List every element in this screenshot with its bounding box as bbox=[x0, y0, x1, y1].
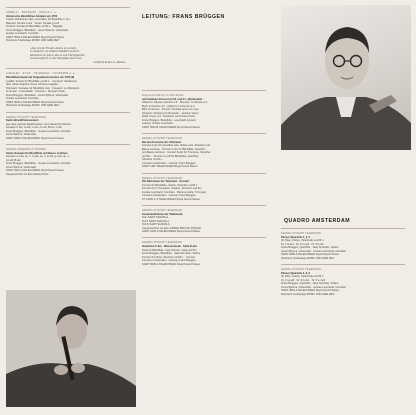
entry-line: und Basso continuo · Konzert D-dur für Trompete, Streicher bbox=[142, 151, 211, 155]
record-title: Sechs Sonaten für Blockflöte und Basso continuo bbox=[6, 151, 68, 155]
entry-line: Streicher und B.c. bbox=[142, 158, 163, 162]
entry-line: Anner Bylsma, Violoncello bbox=[6, 133, 37, 137]
entry-line: Teil III SAWT 9444/45-A bbox=[142, 223, 170, 227]
entry-line: Frans Brüggen, Blockflöte · Gustav Leonhardt, Cembalo bbox=[6, 129, 71, 133]
entry-line: Holborne: Dances and Airs à 5 · Taverner: In Nomine à 4 bbox=[142, 101, 208, 105]
composer-line: GEORG PHILIPP TELEMANN bbox=[6, 115, 46, 119]
composer-line: CORELLI · BARSANTI · KRAUS u. a. bbox=[6, 11, 57, 14]
record-entry bbox=[281, 264, 411, 296]
entry-line: aus »Der getreue Musikmeister« und »Essercizii Musici« bbox=[6, 122, 72, 126]
record-title: Pariser Quartette 1, 4, 5 bbox=[281, 235, 310, 239]
entry-line: Illustrierte Textbeilage MUSIK UND IHRE ZEIT bbox=[281, 292, 335, 296]
quote-line: Musizieren zu hören, das so voll Überlegenheit bbox=[30, 52, 85, 57]
composer-line: GEORG PHILIPP TELEMANN bbox=[142, 241, 182, 245]
entry-line: Konzert A-dur für Querflöte solo, Violine solo, Streicher und bbox=[142, 144, 211, 148]
entry-line: Byrd: In Nomine à 5 · Gibbons: In Nomine à 4 bbox=[142, 104, 195, 108]
entry-line: d-moll, B-dur bbox=[6, 158, 21, 162]
record-entry bbox=[142, 237, 277, 266]
composer-line: Englische Musik für Blockflöte bbox=[142, 94, 184, 97]
entry-line: SAWT 9509-A TELEFUNKEN Royal Sound Stereo bbox=[142, 262, 201, 266]
record-entry bbox=[6, 144, 136, 176]
entry-divider bbox=[6, 144, 130, 145]
entry-line: und B.c. · Konzert e-moll für Blockflöte, Querflöte, bbox=[142, 154, 200, 158]
entry-line: Loeillet: Sonate für Blockflöte und B.c. · van Eyck: Variationen bbox=[6, 79, 78, 83]
entry-line: Anner Bylsma, Violoncello bbox=[6, 165, 37, 169]
entry-line: Illustrierte Textbeilage MUSIK UND IHRE ZEIT bbox=[6, 39, 60, 43]
record-entry bbox=[142, 90, 277, 129]
record-title: Blockflötenmusik auf Originalinstrumenten um 1700 (II) bbox=[6, 76, 75, 80]
entry-line: Sonaten a-moll, op. 1, C-dur, op. 1, F-dur, g-moll, op. 1, bbox=[6, 155, 70, 159]
entry-line: Leitung: Gustav Leonhardt bbox=[142, 122, 173, 126]
record-title: Pariser Quartette 2, 3, 6 bbox=[281, 271, 310, 275]
entry-line: Basso continuo · Konzert F-dur für Blockflöte, Streicher bbox=[142, 147, 206, 151]
record-entry bbox=[281, 228, 411, 260]
entry-line: SAWT 9563-A TELEFUNKEN Royal Sound Stereo bbox=[281, 289, 340, 293]
quote-line: »Das ist eine Freude, daran, ein so klar, bbox=[30, 45, 77, 50]
entry-line: Ausgezeichnet mit dem Edison-Preis bbox=[6, 172, 49, 176]
entry-line: Illustrierte Textbeilage MUSIK UND IHRE ZEIT bbox=[281, 256, 335, 260]
entry-line: Concerto Amsterdam · Leitung: Frans Brüggen bbox=[142, 194, 196, 198]
entry-line: Nr. 1 D-dur · Nr. 4 h-moll · Nr. 5 A-dur bbox=[281, 242, 324, 246]
entry-line: Teil I SAWT 9440/39-A bbox=[142, 216, 169, 220]
entry-line: Corelli: Variationen über »La Follia« für Blockflöte u. B.c. bbox=[6, 18, 71, 22]
record-title: und Gamben-Consort im 16. und 17. Jahrhundert bbox=[142, 97, 203, 101]
entry-line: Konzert für Blockflöte, Violine, Streicher und B.c. bbox=[142, 183, 198, 187]
entry-line: Nr. 2 a-moll · Nr. 3 G-dur · Nr. 6 e-moll bbox=[281, 278, 325, 282]
performer-photo bbox=[6, 290, 136, 407]
entry-line: Konzert für 3 Trompeten, Pauken, Streicher und B.c. bbox=[142, 187, 203, 191]
record-entry bbox=[142, 133, 277, 169]
entry-line: Ausgezeichnet mit dem GRAND PRIX DU DISQUE bbox=[142, 226, 201, 230]
column-left bbox=[6, 5, 136, 180]
entry-line: Concerto Amsterdam · Leitung: Frans Brüggen bbox=[142, 161, 196, 165]
entry-line: SAWT 9501-A TELEFUNKEN Royal Sound Stereo bbox=[6, 35, 65, 39]
entry-line: über »Doen Daphne d'over schoone maeght« bbox=[6, 83, 59, 87]
entry-line: SAWT 1182 TELEFUNKEN Royal Sound Stereo bbox=[142, 165, 198, 169]
entry-line: Anner Bylsma, Violoncello · Gustav Leonhardt, Cembalo bbox=[281, 285, 346, 289]
entry-line: Bull: In Nomine · Purcell: Fantasia upon one note bbox=[142, 108, 199, 112]
entry-divider bbox=[142, 237, 266, 238]
entry-divider bbox=[142, 173, 266, 174]
entry-line: Barsanti: Sonate C-dur · Kraus: Sonata g-moll bbox=[6, 21, 59, 25]
entry-line: Anner Bylsma, Violoncello · Gustav Leonhardt, Cembalo bbox=[281, 249, 346, 253]
entry-line: SAWT 9486-A TELEFUNKEN Royal Sound Stereo bbox=[281, 253, 340, 257]
entry-line: Telemann: Fantasie für Blockflöte solo · Couperin: Le Rossignol bbox=[6, 86, 80, 90]
review-quote bbox=[30, 47, 136, 65]
entry-divider bbox=[142, 90, 266, 91]
entry-line: Gustav Leonhardt, Cembalo bbox=[6, 32, 39, 36]
column-middle bbox=[142, 88, 277, 270]
entry-line: Frans Brüggen, Blockflöte · Anner Bylsma, Violoncello bbox=[6, 93, 69, 97]
entry-line: SAWT 9440-A TELEFUNKEN Royal Sound Stereo bbox=[142, 230, 201, 234]
record-entry bbox=[6, 7, 136, 43]
entry-line: Frans Brüggen, Blockflöte · Gustav Leonhardt, Cembalo bbox=[6, 162, 71, 166]
entry-line: Frans Brüggen, Blockflöte · Jaap Schröder, Violine bbox=[142, 252, 201, 256]
leitung-heading: LEITUNG: FRANS BRÜGGEN bbox=[142, 14, 225, 20]
record-entry bbox=[6, 68, 136, 107]
entry-line: en-amour · Frescobaldi · Parcham · Dieupart: Suite bbox=[6, 90, 65, 94]
entry-line: SAWT 9450-A TELEFUNKEN Royal Sound Stereo bbox=[6, 136, 65, 140]
entry-line: KT 11000 1–2 TELEFUNKEN Royal Sound Stereo bbox=[142, 197, 200, 201]
record-entry bbox=[142, 173, 277, 202]
entry-line: SAWT 9511-B TELEFUNKEN Royal Sound Stereo bbox=[142, 125, 201, 129]
record-title: Die drei Konzerte des Telemann bbox=[142, 140, 182, 144]
entry-line: Gustav Leonhardt, Cembalo bbox=[6, 97, 39, 101]
entry-line: Frans Brüggen, Blockflöte · Anner Bylsma, Violoncello bbox=[6, 28, 69, 32]
record-title: Die Dänischen der Telemann · Konzert bbox=[142, 180, 190, 184]
entry-divider bbox=[6, 112, 130, 113]
entry-divider bbox=[281, 264, 405, 265]
record-title: Historische Blockflöten-Sonaten um 1700 bbox=[6, 14, 58, 18]
composer-line: GEORG PHILIPP TELEMANN bbox=[142, 209, 182, 212]
record-title: Ouvertüre F-dur · Wassermusik · Suite D-dur bbox=[142, 244, 197, 248]
entry-line: SAWT 9540-A TELEFUNKEN Royal Sound Stereo bbox=[6, 100, 65, 104]
quote-attribution: Gottfried Kraus in »Rondo« bbox=[93, 59, 126, 64]
record-title: Gesamtaufnahme der Tafelmusik bbox=[142, 212, 183, 216]
entry-line: für Flöte, Violine, Violoncello und B.c. bbox=[281, 275, 324, 279]
composer-line: GEORG PHILIPP TELEMANN bbox=[142, 176, 182, 180]
entry-line: Illustrierte Textbeilage MUSIK UND IHRE ZEIT bbox=[6, 104, 60, 108]
entry-line: SAWT 9421-A TELEFUNKEN Royal Sound Stereo bbox=[6, 169, 65, 173]
record-entry bbox=[142, 205, 277, 234]
quote-line: ist und zugleich so viel lebendigen Atem hat« bbox=[30, 56, 83, 61]
entry-divider bbox=[281, 228, 405, 229]
entry-line: Simpson: Divisions for Recorder · Jenkins: Fancy bbox=[142, 111, 199, 115]
entry-line: Sonaten F-dur, f-moll, C-dur, d-moll, B-dur, C-dur bbox=[6, 126, 63, 130]
portrait-photo bbox=[281, 5, 411, 150]
entry-divider bbox=[6, 68, 130, 69]
entry-line: Veracini: Sonate für Blockflöte und B.c. · Bigaglia bbox=[6, 25, 63, 29]
entry-line: Frans Brüggen, Querflöte · Jaap Schröder, Violine bbox=[281, 246, 339, 250]
entry-line: Teil II SAWT 9442/43-A bbox=[142, 219, 169, 223]
entry-divider bbox=[6, 7, 130, 8]
entry-line: Frans Brüggen, Blockflöte · Leonhardt-Consort bbox=[142, 118, 196, 122]
composer-line: LOEILLET · EYCK · TELEMANN · COUPERIN u. a. bbox=[6, 72, 76, 76]
entry-line: Ward: Fancy à 5 · Dowland: Lachrimae Pavan bbox=[142, 115, 195, 119]
column-right bbox=[281, 226, 411, 300]
entry-line: Suite für Blockflöte, zwei Violinen, Viola und B.c. bbox=[142, 248, 198, 252]
composer-line: GEORG PHILIPP TELEMANN bbox=[281, 232, 321, 235]
record-title: Sechs Blockflötensonaten bbox=[6, 119, 39, 123]
entry-line: Concerto Amsterdam · Leitung: Frans Brüggen bbox=[142, 259, 196, 263]
entry-line: Gustav Leonhardt, Cembalo · Maurice André, Trompete bbox=[142, 190, 206, 194]
quadro-heading: QUADRO AMSTERDAM bbox=[284, 218, 351, 224]
entry-line: Konzert für Oboe, Streicher und B.c. · Konzert bbox=[142, 255, 196, 259]
quote-line: so natürlich, so selbstverständlich heiteres bbox=[30, 49, 80, 54]
entry-line: Frans Brüggen, Querflöte · Jaap Schröder, Violine bbox=[281, 282, 339, 286]
composer-line: GEORG PHILIPP TELEMANN bbox=[281, 267, 321, 271]
composer-line: GEORG FRIEDRICH HÄNDEL bbox=[6, 147, 47, 151]
entry-line: für Flöte, Violine, Violoncello und B.c. bbox=[281, 239, 324, 243]
portrait-photo-art bbox=[281, 5, 411, 150]
entry-divider bbox=[142, 205, 266, 206]
entry-divider bbox=[142, 133, 266, 134]
performer-photo-art bbox=[6, 290, 136, 407]
composer-line: GEORG PHILIPP TELEMANN bbox=[142, 137, 182, 141]
record-entry bbox=[6, 112, 136, 141]
